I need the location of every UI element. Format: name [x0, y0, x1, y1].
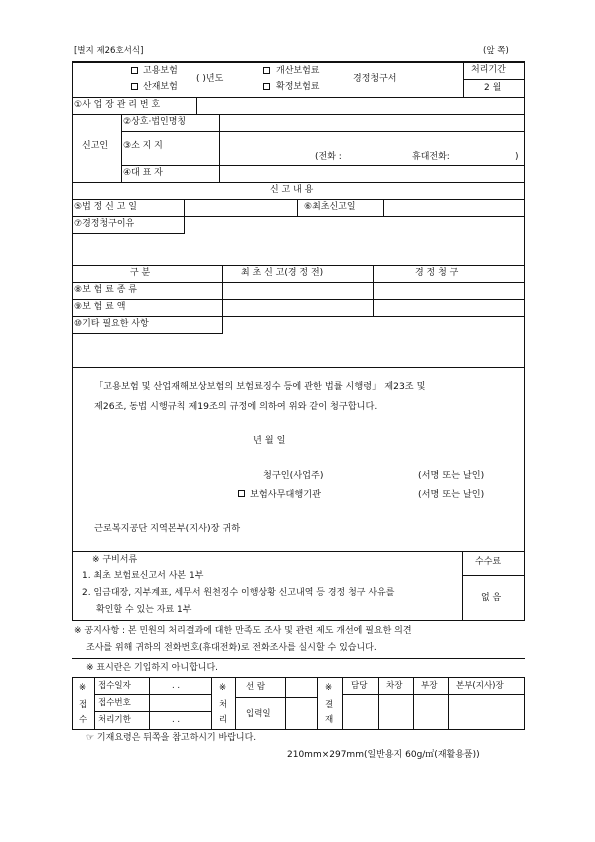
- line-199: [72, 199, 525, 200]
- first-date-label: ⑥최초신고일: [304, 202, 356, 212]
- line-216: [72, 216, 525, 217]
- first-date-right: [383, 199, 384, 216]
- line-620: [72, 620, 525, 621]
- footer-paper: 210mm×297mm(일반용지 60g/㎡(재활용품)): [287, 750, 480, 760]
- line-551: [72, 551, 525, 552]
- mobile-label: 휴대전화:: [412, 152, 450, 162]
- reviewer-label: 선 람: [246, 682, 266, 692]
- frame-left: [72, 61, 73, 552]
- notice-mark: ※ 표시란은 기입하지 아니합니다.: [86, 663, 219, 673]
- line-97: [72, 97, 525, 98]
- year-label: ( )년도: [196, 74, 224, 84]
- office-v3: [211, 677, 212, 730]
- line-316: [72, 316, 525, 317]
- docs-item2a: 2. 임금대장, 지부계표, 세무서 원천징수 이행상황 신고내역 등 경정 청구 사유를: [82, 588, 395, 598]
- mgmt-divider: [196, 97, 197, 114]
- option-industrial: 산재보험: [143, 82, 178, 92]
- reporter-label: 신고인: [82, 141, 109, 151]
- checkbox-final[interactable]: [263, 83, 270, 90]
- office-v7: [342, 677, 343, 730]
- deadline-dots: . .: [172, 715, 181, 725]
- statement-line1: 「고용보험 및 산업재해보상보험의 보험료징수 등에 관한 법률 시행령」 제23조 및: [94, 381, 426, 392]
- col-head: 부장: [421, 681, 438, 691]
- receipt-date-label: 접수일자: [98, 681, 131, 691]
- receipt-no-label: 접수번호: [98, 698, 131, 708]
- line-233: [72, 233, 185, 234]
- receipt-mark: ※: [79, 683, 87, 693]
- deadline-label: 처리기한: [98, 715, 131, 725]
- footer-guide: ☞ 기재요령은 뒤쪽을 참고하시기 바랍니다.: [86, 733, 257, 743]
- option-estimated: 개산보험료: [276, 66, 320, 76]
- office-h2: [94, 711, 211, 712]
- row-amount: ⑨보 험 료 액: [74, 302, 126, 312]
- form-number: [별지 제26호서식]: [74, 46, 144, 56]
- line-658: [72, 658, 525, 659]
- line-333: [72, 333, 223, 334]
- table-divider-2: [373, 265, 374, 316]
- col-category: 구 분: [130, 268, 151, 278]
- checkbox-agency[interactable]: [238, 490, 245, 497]
- office-h1: [94, 694, 211, 695]
- office-h3: [235, 697, 317, 698]
- office-v2: [149, 677, 150, 730]
- checkbox-estimated[interactable]: [263, 67, 270, 74]
- option-final: 확정보험료: [276, 82, 320, 92]
- docs-right: [524, 551, 525, 620]
- line-729: [72, 729, 525, 730]
- document-title: 경정청구서: [353, 74, 397, 84]
- docs-item2b: 확인할 수 있는 자료 1부: [96, 605, 192, 615]
- receipt-char-a: 접: [79, 700, 88, 710]
- claimant-sign: (서명 또는 날인): [418, 470, 485, 481]
- fee-line: [462, 575, 525, 576]
- office-v4: [235, 677, 236, 730]
- line-282: [72, 282, 525, 283]
- line-114: [72, 114, 525, 115]
- office-right: [524, 677, 525, 730]
- fee-label: 수수료: [475, 557, 502, 567]
- proc-char-a: 처: [219, 700, 228, 710]
- content-header: 신 고 내 용: [270, 185, 314, 195]
- office-v10: [448, 677, 449, 730]
- line-131: [121, 131, 525, 132]
- office-v6: [317, 677, 318, 730]
- statement-line2: 제26조, 동법 시행규칙 제19조의 규정에 의하여 위와 같이 청구합니다.: [94, 401, 378, 412]
- col-correction: 경 정 청 구: [415, 268, 459, 278]
- col-first: 최 초 신 고(경 정 전): [241, 268, 324, 278]
- period-label: 처리기간: [471, 65, 506, 75]
- docs-header: ※ 구비서류: [92, 555, 138, 565]
- row-other: ⑩기타 필요한 사항: [74, 319, 149, 329]
- line-367: [72, 367, 525, 368]
- office-v9: [413, 677, 414, 730]
- fee-divider: [462, 551, 463, 620]
- col-officer: 담당: [351, 681, 368, 691]
- address-label: ③소 지 지: [123, 141, 163, 151]
- appr-char-b: 재: [325, 715, 334, 725]
- proc-char-b: 리: [219, 715, 228, 725]
- checkbox-industrial[interactable]: [131, 83, 138, 90]
- statement-date: 년 월 일: [253, 435, 286, 446]
- checkbox-employment[interactable]: [131, 67, 138, 74]
- reason-label: ⑦경정청구이유: [74, 219, 135, 229]
- period-value: 2 월: [484, 83, 502, 93]
- fee-value: 없 음: [481, 593, 502, 603]
- line-677: [72, 677, 525, 678]
- agency-label: 보험사무대행기관: [250, 489, 322, 500]
- frame-right: [524, 61, 525, 552]
- first-date-left: [297, 199, 298, 216]
- line-265: [72, 265, 525, 266]
- col-director: 본부(지사)장: [456, 681, 504, 691]
- office-v8: [378, 677, 379, 730]
- reporter-value-divider: [219, 114, 220, 182]
- line-165: [121, 165, 525, 166]
- receipt-date-dots: . .: [172, 681, 181, 691]
- input-date-label: 입력일: [246, 709, 271, 719]
- rep-label: ④대 표 자: [123, 168, 163, 178]
- col-chief: 차장: [386, 681, 403, 691]
- mgmt-no-label: ①사 업 장 관 리 번 호: [74, 100, 161, 110]
- row-type: ⑧보 험 료 종 류: [74, 285, 137, 295]
- office-v5: [285, 677, 286, 730]
- legal-date-label: ⑤법 정 신 고 일: [74, 202, 137, 212]
- frame-top: [72, 61, 525, 63]
- docs-left: [72, 551, 73, 620]
- appr-char-a: 결: [325, 700, 334, 710]
- receipt-char-b: 수: [79, 715, 88, 725]
- claimant-label: 청구인(사업주): [263, 470, 324, 481]
- notice-line1: ※ 공지사항 : 본 민원의 처리결과에 대한 만족도 조사 및 관련 제도 개선에 필요한 의견: [74, 626, 412, 636]
- notice-line2: 조사를 위해 귀하의 전화번호(휴대전화)로 전화조사를 실시할 수 있습니다.: [86, 643, 377, 653]
- period-mid-line: [463, 79, 524, 80]
- line-182: [72, 182, 525, 183]
- page-side-label: (앞 쪽): [483, 46, 509, 56]
- recipient: 근로복지공단 지역본부(지사)장 귀하: [94, 523, 241, 534]
- docs-item1: 1. 최초 보험료신고서 사본 1부: [82, 571, 204, 581]
- reporter-divider: [121, 114, 122, 182]
- proc-mark: ※: [219, 683, 227, 693]
- line-299: [72, 299, 525, 300]
- office-left: [72, 677, 73, 730]
- agency-sign: (서명 또는 날인): [418, 489, 485, 500]
- office-v1: [94, 677, 95, 730]
- office-h4: [342, 694, 525, 695]
- phone-close: ): [515, 152, 519, 162]
- option-employment: 고용보험: [143, 66, 178, 76]
- company-label: ②상호·법인명칭: [123, 117, 187, 127]
- appr-mark: ※: [325, 683, 333, 693]
- phone-label: (전화 :: [315, 152, 342, 162]
